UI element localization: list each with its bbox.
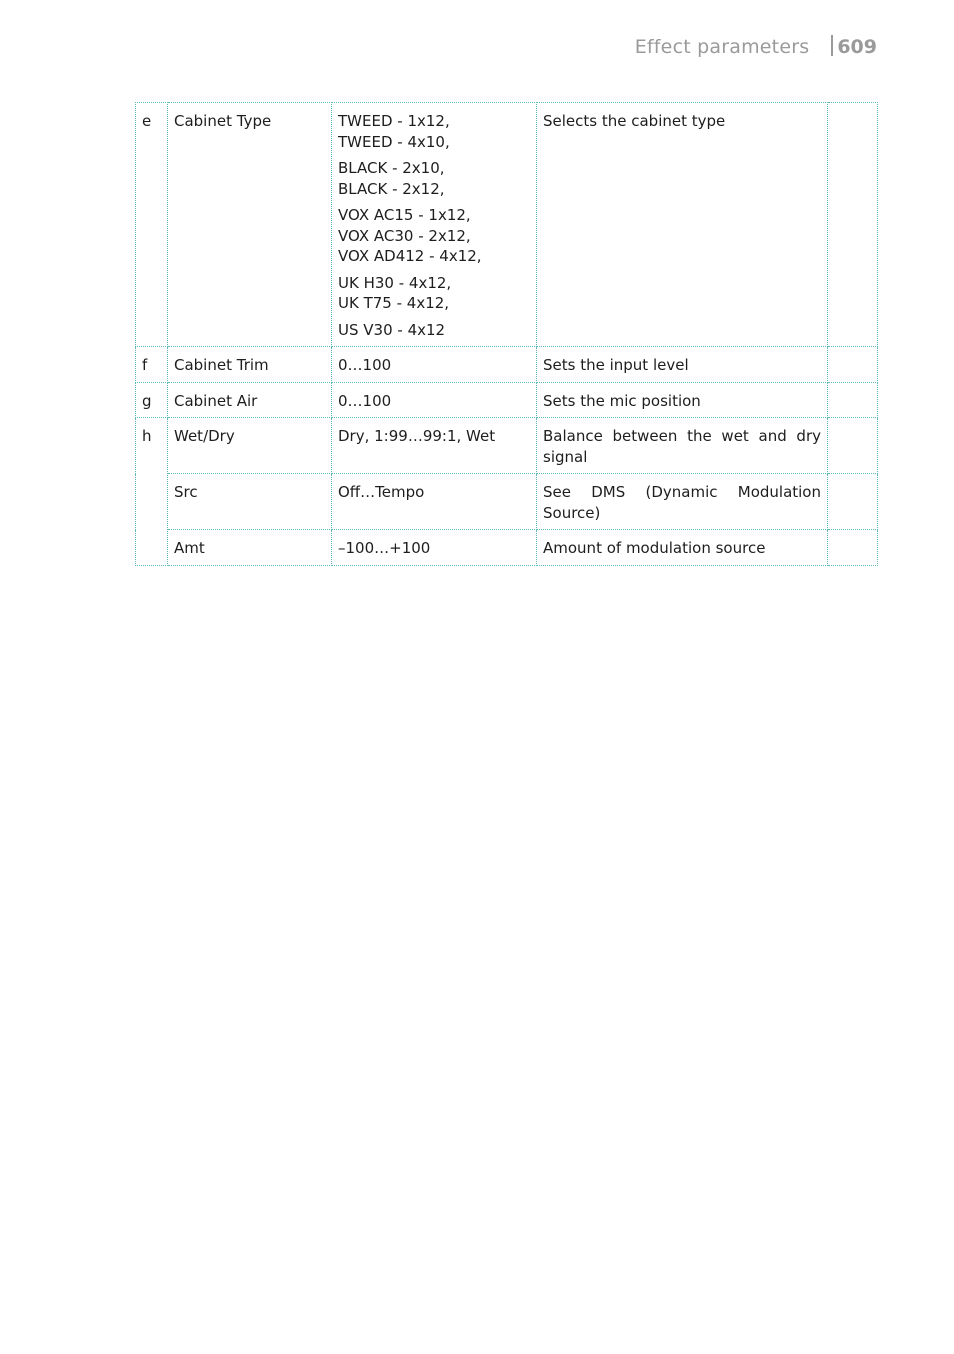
param-extra — [828, 382, 878, 418]
param-extra — [828, 418, 878, 474]
page-number: 609 — [837, 36, 877, 58]
range-value: TWEED - 4x10, — [338, 132, 450, 151]
param-name: Amt — [168, 530, 332, 566]
param-name: Src — [168, 474, 332, 530]
param-range: 0…100 — [332, 347, 537, 383]
range-group — [338, 158, 530, 199]
param-description: Amount of modulation source — [537, 530, 828, 566]
param-description: Balance between the wet and dry signal — [537, 418, 828, 474]
table-row — [136, 103, 878, 347]
param-description: Selects the cabinet type — [537, 103, 828, 347]
range-value: UK T75 - 4x12, — [338, 294, 450, 312]
range-group — [338, 111, 530, 152]
range-value: VOX AC15 - 1x12, — [338, 206, 471, 224]
table-row — [136, 347, 878, 383]
param-name: Wet/Dry — [168, 418, 332, 474]
range-value: US V30 - 4x12 — [338, 320, 446, 339]
param-extra — [828, 103, 878, 347]
range-group — [338, 320, 530, 341]
param-description: Sets the mic position — [537, 382, 828, 418]
param-range: Off…Tempo — [332, 474, 537, 530]
param-id: g — [136, 382, 168, 418]
param-name: Cabinet Type — [168, 103, 332, 347]
range-value: TWEED - 1x12, — [338, 112, 450, 130]
param-name: Cabinet Trim — [168, 347, 332, 383]
param-id: h — [136, 418, 168, 566]
param-range: –100…+100 — [332, 530, 537, 566]
param-extra — [828, 530, 878, 566]
param-range — [332, 103, 537, 347]
param-id: e — [136, 103, 168, 347]
range-value: UK H30 - 4x12, — [338, 273, 452, 292]
param-range: 0…100 — [332, 382, 537, 418]
param-name: Cabinet Air — [168, 382, 332, 418]
param-id: f — [136, 347, 168, 383]
range-group — [338, 205, 530, 267]
range-value: BLACK - 2x10, — [338, 159, 445, 177]
param-extra — [828, 347, 878, 383]
header-divider — [831, 35, 833, 56]
param-extra — [828, 474, 878, 530]
range-value: BLACK - 2x12, — [338, 179, 445, 198]
section-title: Effect parameters — [634, 36, 810, 58]
table-row — [136, 382, 878, 418]
range-group — [338, 273, 530, 314]
param-description: See DMS (Dynamic Modulation Source) — [537, 474, 828, 530]
page-header — [635, 32, 877, 58]
parameters-table — [135, 102, 878, 566]
range-value: VOX AC30 - 2x12, — [338, 226, 471, 245]
range-value: VOX AD412 - 4x12, — [338, 247, 482, 265]
table-row — [136, 530, 878, 566]
param-range: Dry, 1:99…99:1, Wet — [332, 418, 537, 474]
table-row — [136, 418, 878, 474]
param-description: Sets the input level — [537, 347, 828, 383]
table-row — [136, 474, 878, 530]
